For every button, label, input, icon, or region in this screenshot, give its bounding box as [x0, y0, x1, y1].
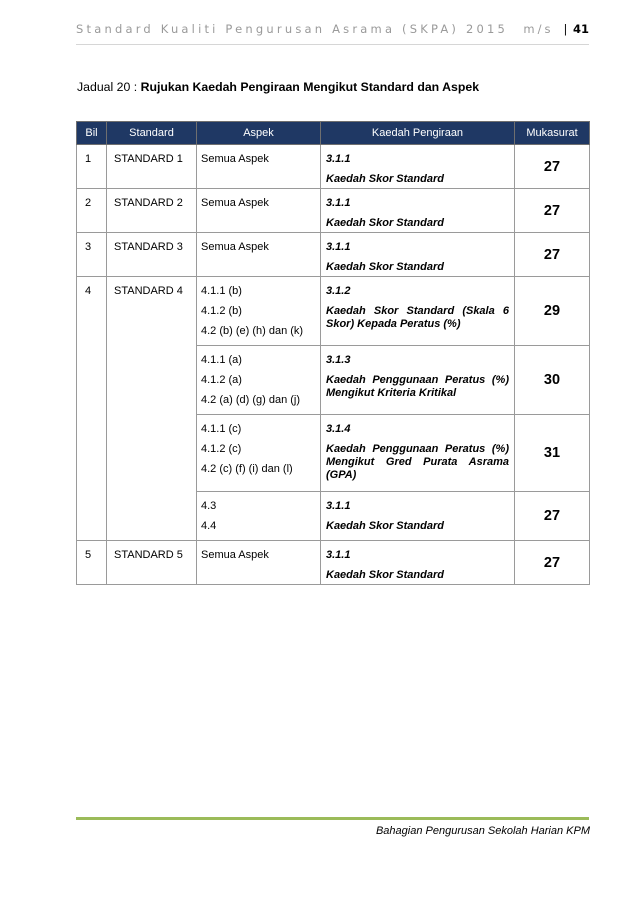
cell-standard [107, 492, 197, 541]
cell-aspek [197, 145, 321, 189]
cell-bil: 5 [77, 541, 107, 585]
aspek-item: Semua Aspek [201, 153, 269, 165]
kaedah-code: 3.1.1 [326, 549, 351, 561]
aspek-item: 4.2 (a) (d) (g) dan (j) [201, 394, 301, 406]
cell-mukasurat: 27 [515, 492, 590, 541]
cell-standard: STANDARD 5 [107, 541, 197, 585]
cell-aspek [197, 415, 321, 492]
kaedah-code: 3.1.1 [326, 241, 351, 253]
kaedah-description: Kaedah Skor Standard [326, 217, 444, 229]
cell-aspek [197, 346, 321, 415]
cell-bil [77, 492, 107, 541]
cell-aspek [197, 233, 321, 277]
aspek-item: Semua Aspek [201, 549, 269, 561]
cell-standard: STANDARD 1 [107, 145, 197, 189]
cell-kaedah [321, 277, 515, 346]
caption-title: Rujukan Kaedah Pengiraan Mengikut Standard dan Aspek [140, 80, 480, 94]
header-page-info [523, 22, 589, 36]
kaedah-code: 3.1.1 [326, 197, 351, 209]
header-title: Standard Kualiti Pengurusan Asrama (SKPA) 2015 [76, 22, 509, 36]
kaedah-description: Kaedah Skor Standard (Skala 6 Skor) Kepada Peratus (%) [326, 305, 509, 330]
cell-mukasurat: 30 [515, 346, 590, 415]
table-row [77, 492, 590, 541]
cell-standard: STANDARD 4 [107, 277, 197, 346]
page-header [76, 20, 589, 45]
cell-mukasurat: 27 [515, 541, 590, 585]
footer-rule [76, 817, 589, 820]
cell-standard [107, 346, 197, 415]
cell-aspek [197, 541, 321, 585]
table-row [77, 189, 590, 233]
caption-prefix: Jadual 20 : [77, 80, 141, 94]
kaedah-code: 3.1.3 [326, 354, 351, 366]
cell-mukasurat: 31 [515, 415, 590, 492]
column-header-aspek: Aspek [197, 122, 321, 145]
kaedah-code: 3.1.1 [326, 500, 351, 512]
aspek-item: 4.4 [201, 520, 217, 532]
column-header-bil: Bil [77, 122, 107, 145]
cell-kaedah [321, 233, 515, 277]
cell-standard [107, 415, 197, 492]
aspek-item: 4.1.2 (a) [201, 374, 242, 386]
aspek-item: 4.1.1 (b) [201, 285, 242, 297]
footer-text: Bahagian Pengurusan Sekolah Harian KPM [375, 825, 590, 837]
table-row [77, 277, 590, 346]
column-header-kaedah: Kaedah Pengiraan [321, 122, 515, 145]
aspek-item: 4.1.2 (c) [201, 443, 242, 455]
cell-kaedah [321, 189, 515, 233]
table-row [77, 233, 590, 277]
table-row [77, 541, 590, 585]
table-row [77, 415, 590, 492]
page-number: 41 [572, 22, 589, 36]
kaedah-description: Kaedah Penggunaan Peratus (%) Mengikut Kriteria Kritikal [326, 374, 509, 399]
aspek-item: 4.2 (b) (e) (h) dan (k) [201, 325, 304, 337]
reference-table [76, 121, 590, 585]
table-row [77, 145, 590, 189]
cell-bil: 2 [77, 189, 107, 233]
table-header-row [77, 122, 590, 145]
cell-kaedah [321, 492, 515, 541]
cell-bil [77, 346, 107, 415]
aspek-item: Semua Aspek [201, 197, 269, 209]
cell-kaedah [321, 346, 515, 415]
cell-mukasurat: 27 [515, 145, 590, 189]
aspek-item: 4.1.2 (b) [201, 305, 242, 317]
aspek-item: Semua Aspek [201, 241, 269, 253]
kaedah-description: Kaedah Skor Standard [326, 569, 444, 581]
header-ms-label: m/s [523, 22, 554, 36]
cell-kaedah [321, 415, 515, 492]
cell-standard: STANDARD 3 [107, 233, 197, 277]
kaedah-description: Kaedah Skor Standard [326, 173, 444, 185]
kaedah-description: Kaedah Skor Standard [326, 520, 444, 532]
aspek-item: 4.1.1 (a) [201, 354, 242, 366]
cell-standard: STANDARD 2 [107, 189, 197, 233]
kaedah-code: 3.1.2 [326, 285, 351, 297]
kaedah-code: 3.1.1 [326, 153, 351, 165]
cell-aspek [197, 277, 321, 346]
cell-bil: 1 [77, 145, 107, 189]
cell-bil: 4 [77, 277, 107, 346]
column-header-standard: Standard [107, 122, 197, 145]
cell-mukasurat: 29 [515, 277, 590, 346]
cell-bil: 3 [77, 233, 107, 277]
cell-aspek [197, 189, 321, 233]
kaedah-code: 3.1.4 [326, 423, 351, 435]
kaedah-description: Kaedah Skor Standard [326, 261, 444, 273]
cell-bil [77, 415, 107, 492]
cell-mukasurat: 27 [515, 233, 590, 277]
cell-aspek [197, 492, 321, 541]
cell-kaedah [321, 541, 515, 585]
aspek-item: 4.1.1 (c) [201, 423, 242, 435]
aspek-item: 4.3 [201, 500, 217, 512]
column-header-mukasurat: Mukasurat [515, 122, 590, 145]
cell-kaedah [321, 145, 515, 189]
cell-mukasurat: 27 [515, 189, 590, 233]
header-separator: | [563, 22, 568, 36]
kaedah-description: Kaedah Penggunaan Peratus (%) Mengikut Gred Purata Asrama (GPA) [326, 443, 509, 481]
table-row [77, 346, 590, 415]
aspek-item: 4.2 (c) (f) (i) dan (l) [201, 463, 293, 475]
table-caption [77, 80, 479, 94]
